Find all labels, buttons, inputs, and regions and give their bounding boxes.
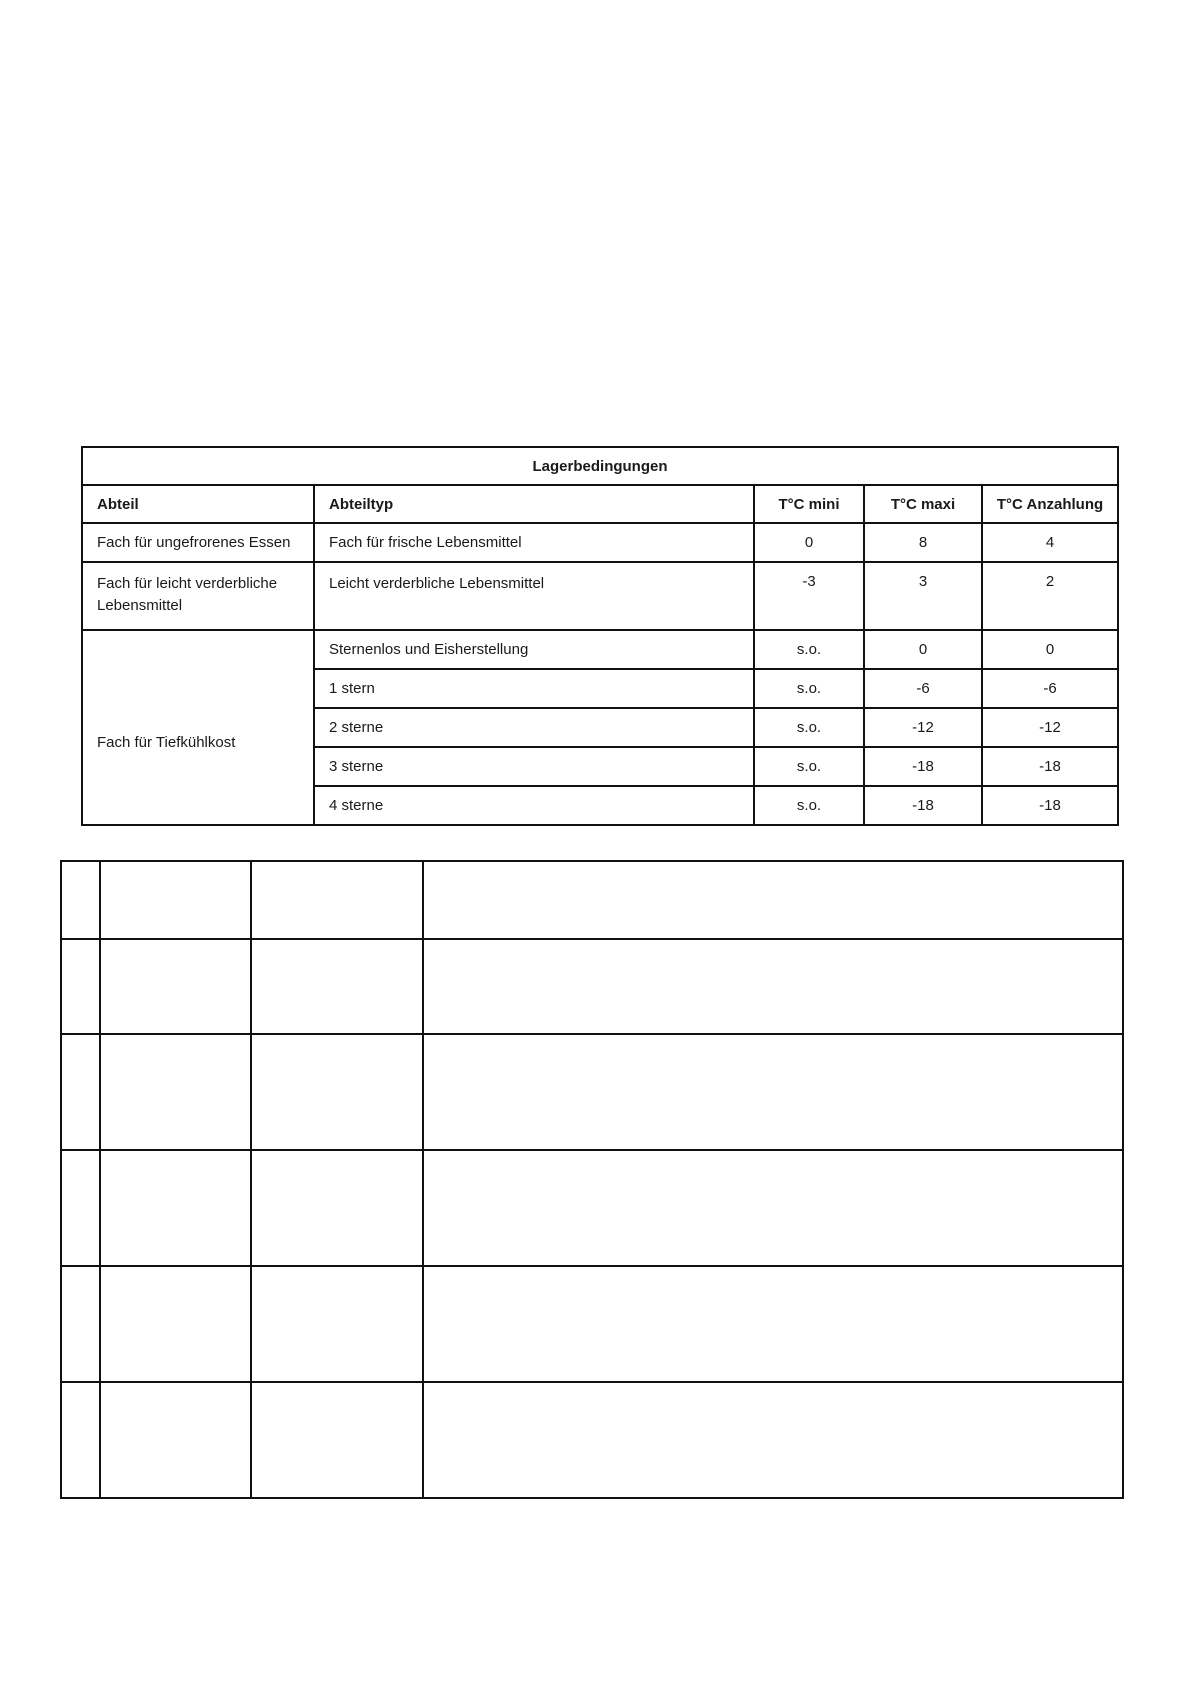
cell-abteiltyp: Fach für frische Lebensmittel <box>314 523 754 562</box>
cell-abteiltyp: 3 sterne <box>314 747 754 786</box>
blank-cell <box>423 1266 1123 1382</box>
blank-row <box>61 861 1123 939</box>
cell-t-min: s.o. <box>754 669 864 708</box>
blank-grid-table <box>60 860 1124 1499</box>
cell-t-max: -18 <box>864 786 982 825</box>
blank-cell <box>61 1382 100 1498</box>
cell-t-max: -6 <box>864 669 982 708</box>
blank-row <box>61 1150 1123 1266</box>
blank-cell <box>61 1034 100 1150</box>
blank-cell <box>423 939 1123 1034</box>
cell-t-max: 3 <box>864 562 982 630</box>
blank-cell <box>61 1150 100 1266</box>
blank-cell <box>61 1266 100 1382</box>
cell-t-min: 0 <box>754 523 864 562</box>
header-abteiltyp: Abteiltyp <box>314 485 754 523</box>
header-t-min: T°C mini <box>754 485 864 523</box>
blank-row <box>61 1382 1123 1498</box>
cell-t-anzahlung: -18 <box>982 786 1118 825</box>
cell-t-anzahlung: 0 <box>982 630 1118 669</box>
blank-cell <box>100 861 251 939</box>
cell-t-anzahlung: -6 <box>982 669 1118 708</box>
table-row <box>82 562 1118 630</box>
cell-abteil: Fach für leicht verderbliche Lebensmittel <box>82 562 314 630</box>
blank-cell <box>251 1150 423 1266</box>
table-row <box>82 630 1118 669</box>
table-row <box>82 523 1118 562</box>
blank-cell <box>61 861 100 939</box>
storage-conditions-table <box>81 446 1119 826</box>
cell-abteiltyp: 1 stern <box>314 669 754 708</box>
blank-cell <box>423 1034 1123 1150</box>
cell-t-anzahlung: 2 <box>982 562 1118 630</box>
cell-t-min: s.o. <box>754 747 864 786</box>
cell-abteil: Fach für ungefrorenes Essen <box>82 523 314 562</box>
cell-t-anzahlung: -12 <box>982 708 1118 747</box>
blank-cell <box>423 1382 1123 1498</box>
blank-cell <box>251 939 423 1034</box>
cell-t-max: 8 <box>864 523 982 562</box>
cell-t-anzahlung: 4 <box>982 523 1118 562</box>
blank-cell <box>100 1382 251 1498</box>
blank-cell <box>423 1150 1123 1266</box>
blank-cell <box>100 1266 251 1382</box>
blank-cell <box>423 861 1123 939</box>
cell-abteiltyp: 2 sterne <box>314 708 754 747</box>
cell-t-min: s.o. <box>754 630 864 669</box>
blank-row <box>61 1266 1123 1382</box>
header-t-anzahlung: T°C Anzahlung <box>982 485 1118 523</box>
blank-cell <box>251 1266 423 1382</box>
blank-cell <box>251 861 423 939</box>
cell-t-max: 0 <box>864 630 982 669</box>
cell-t-min: -3 <box>754 562 864 630</box>
blank-cell <box>251 1034 423 1150</box>
cell-abteiltyp: Sternenlos und Eisherstellung <box>314 630 754 669</box>
cell-abteiltyp: Leicht verderbliche Lebensmittel <box>314 562 754 630</box>
blank-row <box>61 939 1123 1034</box>
blank-cell <box>100 1150 251 1266</box>
header-t-max: T°C maxi <box>864 485 982 523</box>
blank-cell <box>61 939 100 1034</box>
cell-t-max: -18 <box>864 747 982 786</box>
table-title: Lagerbedingungen <box>82 447 1118 485</box>
cell-t-min: s.o. <box>754 708 864 747</box>
header-row <box>82 485 1118 523</box>
cell-abteil-frozen: Fach für Tiefkühlkost <box>82 630 314 825</box>
blank-cell <box>251 1382 423 1498</box>
blank-cell <box>100 1034 251 1150</box>
cell-t-anzahlung: -18 <box>982 747 1118 786</box>
blank-cell <box>100 939 251 1034</box>
header-abteil: Abteil <box>82 485 314 523</box>
blank-row <box>61 1034 1123 1150</box>
cell-t-min: s.o. <box>754 786 864 825</box>
cell-abteiltyp: 4 sterne <box>314 786 754 825</box>
cell-t-max: -12 <box>864 708 982 747</box>
